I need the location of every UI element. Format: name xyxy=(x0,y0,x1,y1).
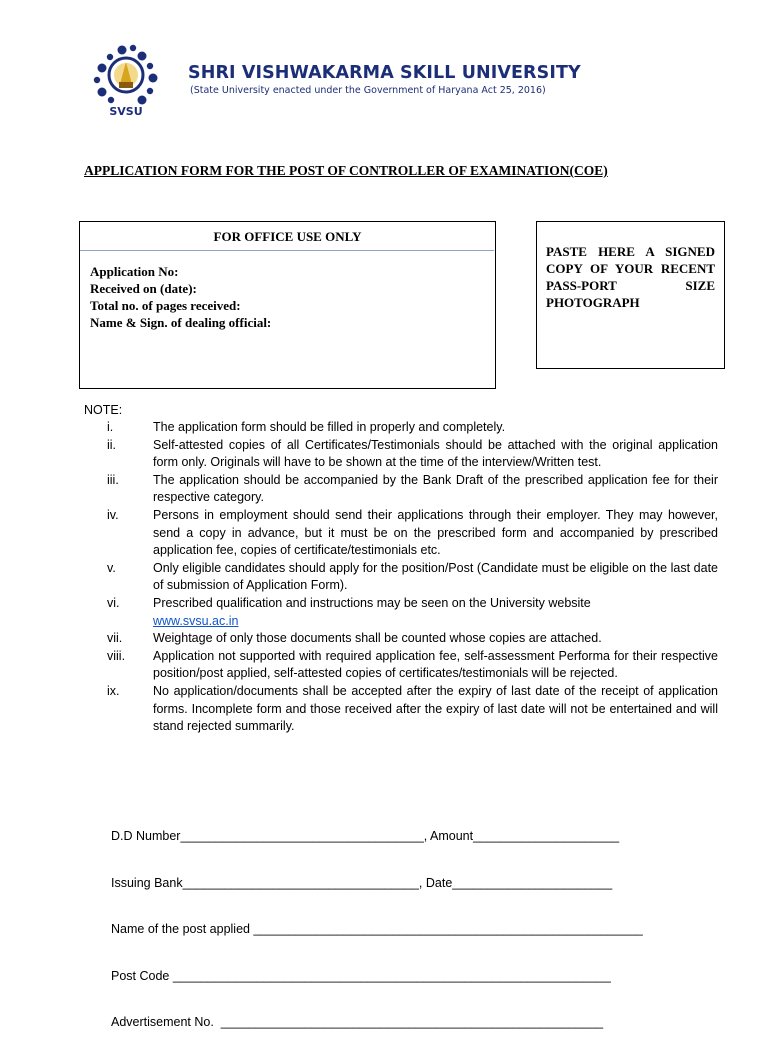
note-number: ix. xyxy=(107,683,120,698)
note-item xyxy=(0,630,770,648)
payment-details-fields xyxy=(111,798,643,1046)
form-title: APPLICATION FORM FOR THE POST OF CONTROLLER OF EXAMINATION(COE) xyxy=(84,163,608,178)
office-use-box xyxy=(79,221,496,389)
note-number: iv. xyxy=(107,507,119,522)
office-use-divider xyxy=(80,250,494,251)
note-number: v. xyxy=(107,560,116,575)
note-item xyxy=(0,683,770,736)
note-text: Persons in employment should send their applications through their employer. They may however, send a copy in advance, but it must be on the prescribed form and accompanied by prescribed application fee, copies of certificate/testimonials etc. xyxy=(153,507,718,558)
university-subtitle: (State University enacted under the Government of Haryana Act 25, 2016) xyxy=(190,85,546,96)
note-item xyxy=(0,437,770,472)
office-field-received-on: Received on (date): xyxy=(90,281,197,296)
notes-list xyxy=(0,419,770,736)
note-item xyxy=(0,560,770,595)
post-applied-field[interactable]: Name of the post applied ________________________________________________________ xyxy=(111,922,643,936)
photograph-instructions: PASTE HERE A SIGNED COPY OF YOUR RECENT PASS-PORT SIZE PHOTOGRAPH xyxy=(546,244,715,310)
note-text-content: Prescribed qualification and instructions may be seen on the University website xyxy=(153,595,591,610)
office-field-pages-received: Total no. of pages received: xyxy=(90,298,241,313)
office-use-heading: FOR OFFICE USE ONLY xyxy=(213,229,362,244)
note-text xyxy=(153,595,718,630)
dd-number-amount-field[interactable]: D.D Number___________________________________, Amount_____________________ xyxy=(111,829,620,843)
note-number: viii. xyxy=(107,648,126,663)
note-number: iii. xyxy=(107,472,119,487)
note-item xyxy=(0,472,770,507)
office-field-dealing-official: Name & Sign. of dealing official: xyxy=(90,315,272,330)
note-number: i. xyxy=(107,420,114,434)
university-name: SHRI VISHWAKARMA SKILL UNIVERSITY xyxy=(188,63,581,83)
note-text: No application/documents shall be accepted after the expiry of last date of the receipt of application forms. Incomplete form and those received after the expiry of last date will not be entertained and will stand rejected summarily. xyxy=(153,683,718,734)
note-text: Application not supported with required application fee, self-assessment Performa for their respective position/post applied, self-attested copies of certificates/testimonials will be rejected. xyxy=(153,648,718,681)
note-item xyxy=(0,419,770,437)
note-number: ii. xyxy=(107,437,117,452)
note-item xyxy=(0,648,770,683)
advertisement-no-field[interactable]: Advertisement No. _______________________________________________________ xyxy=(111,1015,604,1029)
logo-text: SVSU xyxy=(109,105,143,118)
note-label: NOTE: xyxy=(84,403,123,417)
post-code-field[interactable]: Post Code _______________________________________________________________ xyxy=(111,968,611,983)
office-field-application-no: Application No: xyxy=(90,264,179,279)
note-text: Self-attested copies of all Certificates/Testimonials should be attached with the original application form only. Originals will have to be shown at the time of the interview/Written test. xyxy=(153,437,718,470)
note-number: vi. xyxy=(107,595,120,610)
note-item xyxy=(0,595,770,630)
note-text: Only eligible candidates should apply for the position/Post (Candidate must be eligible on the last date of submission of Application Form). xyxy=(153,560,718,593)
note-number: vii. xyxy=(107,631,123,646)
note-text: The application form should be filled in properly and completely. xyxy=(153,420,506,434)
office-use-fields xyxy=(90,263,271,331)
university-website-link[interactable]: www.svsu.ac.in xyxy=(153,613,239,628)
note-text: Weightage of only those documents shall be counted whose copies are attached. xyxy=(153,631,602,646)
issuing-bank-date-field[interactable]: Issuing Bank__________________________________, Date_______________________ xyxy=(111,875,613,890)
note-text: The application should be accompanied by the Bank Draft of the prescribed application fee for their respective category. xyxy=(153,472,718,505)
note-item xyxy=(0,507,770,560)
university-logo xyxy=(80,42,180,120)
photograph-box[interactable] xyxy=(536,221,725,369)
